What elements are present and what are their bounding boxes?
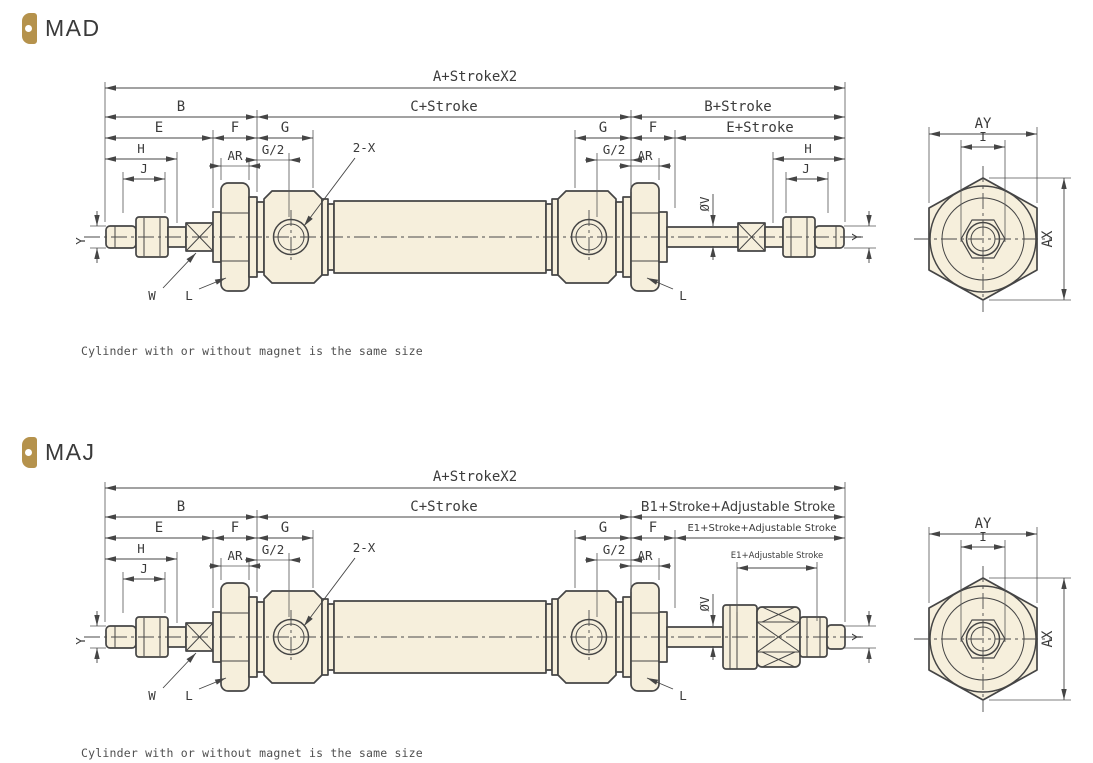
bullet-icon (22, 437, 37, 468)
endview-label-i: I (979, 129, 987, 144)
label-rod-diameter: ØV (697, 196, 712, 212)
caption-maj: Cylinder with or without magnet is the same size (81, 746, 423, 760)
section-title: MAJ (45, 439, 96, 465)
dim-label-ar: AR (227, 148, 243, 163)
dim-label-f-right: F (648, 120, 658, 136)
dim-label-e1-adjustable: E1+Stroke+Adjustable Stroke (687, 523, 837, 534)
dim-label-b: B (176, 499, 186, 515)
label-l: L (185, 288, 193, 303)
dim-label-g-right: G (598, 120, 608, 136)
dim-label-b1-adjustable: B1+Stroke+Adjustable Stroke (640, 500, 836, 515)
dim-label-f-right: F (648, 520, 658, 536)
label-l-right: L (679, 688, 687, 703)
section-header-mad (22, 13, 101, 44)
label-l-right: L (679, 288, 687, 303)
dim-label-g-half: G/2 (261, 142, 285, 157)
dim-label-f: F (230, 520, 240, 536)
endview-label-ax: AX (1040, 230, 1056, 248)
dim-label-ar-right: AR (637, 548, 653, 563)
endview-label-ay: AY (974, 116, 992, 132)
label-l: L (185, 688, 193, 703)
dim-label-g-half-right: G/2 (602, 142, 626, 157)
dim-label-g-half-right: G/2 (602, 542, 626, 557)
dim-label-g: G (280, 520, 290, 536)
maj-diagram (0, 400, 1093, 763)
bullet-icon (22, 13, 37, 44)
dim-label-h: H (137, 541, 145, 556)
port-label-2x: 2-X (352, 140, 376, 155)
dim-label-adjustable: E1+Adjustable Stroke (730, 551, 824, 561)
dim-label-b: B (176, 99, 186, 115)
label-y-left: Y (73, 637, 88, 645)
label-w: W (148, 688, 156, 703)
dim-label-c-stroke: C+Stroke (410, 499, 478, 515)
dim-label-c-stroke: C+Stroke (410, 99, 478, 115)
caption-mad: Cylinder with or without magnet is the same size (81, 344, 423, 358)
dim-label-e-stroke: E+Stroke (726, 120, 794, 136)
label-w: W (148, 288, 156, 303)
dim-label-g-half: G/2 (261, 542, 285, 557)
dim-label-b-stroke: B+Stroke (704, 99, 772, 115)
dim-label-j: J (140, 561, 148, 576)
dim-label-h: H (137, 141, 145, 156)
section-title: MAD (45, 15, 101, 41)
label-y-right: Y (849, 633, 864, 641)
dim-label-g: G (280, 120, 290, 136)
endview-label-ax: AX (1040, 630, 1056, 648)
section-header-maj (22, 437, 96, 468)
endview-label-i: I (979, 529, 987, 544)
endview-label-ay: AY (974, 516, 992, 532)
label-y-left: Y (73, 237, 88, 245)
dim-label-f: F (230, 120, 240, 136)
dim-label-ar-right: AR (637, 148, 653, 163)
dim-label-total: A+StrokeX2 (432, 469, 518, 485)
dim-label-total: A+StrokeX2 (432, 69, 518, 85)
port-label-2x: 2-X (352, 540, 376, 555)
dim-label-g-right: G (598, 520, 608, 536)
dim-label-j: J (140, 161, 148, 176)
dim-label-e: E (154, 520, 164, 536)
dim-label-j-right: J (802, 161, 810, 176)
dim-label-h-right: H (804, 141, 812, 156)
label-y-right: Y (849, 233, 864, 241)
label-rod-diameter: ØV (697, 596, 712, 612)
dim-label-e: E (154, 120, 164, 136)
dim-label-ar: AR (227, 548, 243, 563)
